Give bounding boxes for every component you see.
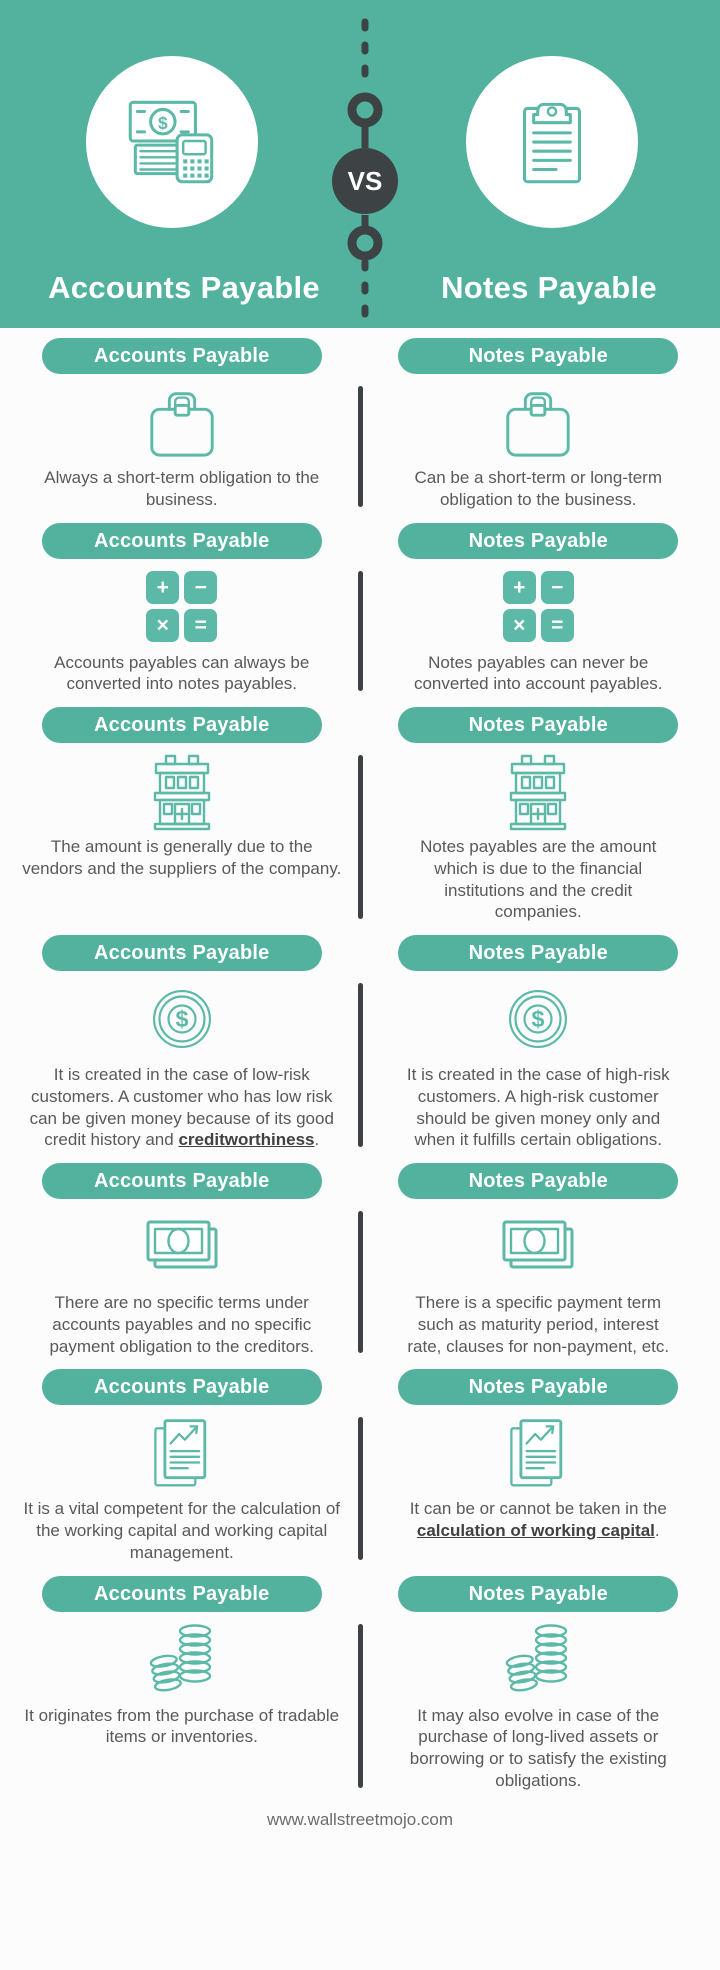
header-title-accounts-payable: Accounts Payable bbox=[48, 270, 320, 305]
math-operations-icon bbox=[146, 567, 217, 647]
header-banner bbox=[0, 0, 720, 328]
math-operations-icon bbox=[503, 567, 574, 647]
accounts-payable-pill: Accounts Payable bbox=[42, 1369, 322, 1405]
notes-payable-pill: Notes Payable bbox=[398, 523, 678, 559]
briefcase-icon bbox=[143, 382, 221, 462]
accounts-payable-description: It is created in the case of low-risk customers. A customer who has low risk can be given money because of its good credit history and creditworthiness. bbox=[29, 1065, 334, 1150]
accounts-payable-pill: Accounts Payable bbox=[42, 935, 322, 971]
briefcase-icon bbox=[499, 382, 577, 462]
website-url: www.wallstreetmojo.com bbox=[266, 1809, 454, 1829]
plus-key: + bbox=[146, 571, 179, 604]
comparison-row-payment-terms bbox=[6, 1163, 714, 1357]
minus-key: − bbox=[184, 571, 217, 604]
notes-payable-pill: Notes Payable bbox=[398, 1163, 678, 1199]
accounts-payable-description: Accounts payables can always be converted into notes payables. bbox=[54, 652, 310, 694]
creditworthiness-link: creditworthiness bbox=[178, 1130, 315, 1150]
accounts-payable-description: It is a vital competent for the calculation of the working capital and working capital management. bbox=[23, 1499, 341, 1562]
minus-key: − bbox=[541, 571, 574, 604]
accounts-payable-pill: Accounts Payable bbox=[42, 707, 322, 743]
comparison-row-conversion bbox=[6, 523, 714, 696]
comparison-row-working-capital bbox=[6, 1369, 714, 1563]
multiply-key: × bbox=[503, 609, 536, 642]
calculation-of-working-capital-link: calculation of working capital bbox=[416, 1521, 655, 1540]
accounts-payable-description: Always a short-term obligation to the business. bbox=[44, 468, 320, 509]
accounts-payable-description: It originates from the purchase of tradable items or inventories. bbox=[24, 1705, 340, 1747]
coins-stack-icon bbox=[142, 1620, 222, 1700]
svg-text:$: $ bbox=[158, 112, 168, 133]
accounts-payable-pill: Accounts Payable bbox=[42, 523, 322, 559]
plus-key: + bbox=[503, 571, 536, 604]
accounts-payable-description: There are no specific terms under accounts payables and no specific payment obligation to the creditors. bbox=[49, 1293, 315, 1356]
notes-payable-pill: Notes Payable bbox=[398, 1369, 678, 1405]
clipboard-icon bbox=[496, 84, 608, 201]
accounts-payable-pill: Accounts Payable bbox=[42, 338, 322, 374]
coins-stack-icon bbox=[498, 1620, 578, 1700]
comparison-row-term bbox=[6, 338, 714, 511]
notes-payable-description: It may also evolve in case of the purchase of long-lived assets or borrowing or to satisfy the existing obligations. bbox=[409, 1705, 667, 1790]
comparison-row-risk bbox=[6, 935, 714, 1151]
vs-chain-divider bbox=[325, 0, 405, 328]
cash-calculator-icon bbox=[116, 84, 228, 201]
comparison-row-who-is-owed bbox=[6, 707, 714, 923]
multiply-key: × bbox=[146, 609, 179, 642]
notes-payable-pill: Notes Payable bbox=[398, 935, 678, 971]
dollar-coin-icon bbox=[146, 979, 218, 1059]
banknote-icon bbox=[498, 1207, 578, 1287]
notes-payable-description: There is a specific payment term such as maturity period, interest rate, clauses for non-payment, etc. bbox=[407, 1293, 670, 1356]
svg-text:$: $ bbox=[175, 1006, 189, 1033]
notes-payable-pill: Notes Payable bbox=[398, 338, 678, 374]
report-chart-icon bbox=[144, 1413, 220, 1493]
notes-payable-description: It can be or cannot be taken in the calculation of working capital. bbox=[409, 1499, 667, 1540]
comparison-row-origin bbox=[6, 1576, 714, 1792]
notes-payable-pill: Notes Payable bbox=[398, 707, 678, 743]
notes-payable-hero-circle bbox=[466, 56, 638, 228]
store-building-icon bbox=[498, 751, 578, 831]
dollar-coin-icon bbox=[502, 979, 574, 1059]
equals-key: = bbox=[184, 609, 217, 642]
store-building-icon bbox=[142, 751, 222, 831]
notes-payable-description: It is created in the case of high-risk customers. A high-risk customer should be given money only and when it fulfills certain obligations. bbox=[406, 1065, 670, 1150]
svg-text:$: $ bbox=[531, 1006, 545, 1033]
notes-payable-description: Notes payables can never be converted into account payables. bbox=[413, 652, 663, 694]
svg-text:VS: VS bbox=[347, 166, 383, 196]
accounts-payable-pill: Accounts Payable bbox=[42, 1163, 322, 1199]
header-title-notes-payable: Notes Payable bbox=[441, 270, 657, 305]
notes-payable-pill: Notes Payable bbox=[398, 1576, 678, 1612]
comparison-rows bbox=[0, 328, 720, 1792]
accounts-payable-description: The amount is generally due to the vendors and the suppliers of the company. bbox=[22, 837, 342, 878]
equals-key: = bbox=[541, 609, 574, 642]
accounts-payable-pill: Accounts Payable bbox=[42, 1576, 322, 1612]
accounts-payable-hero-circle bbox=[86, 56, 258, 228]
notes-payable-description: Can be a short-term or long-term obligation to the business. bbox=[414, 468, 663, 509]
banknote-icon bbox=[142, 1207, 222, 1287]
report-chart-icon bbox=[500, 1413, 576, 1493]
notes-payable-description: Notes payables are the amount which is due to the financial institutions and the credit companies. bbox=[420, 837, 657, 922]
